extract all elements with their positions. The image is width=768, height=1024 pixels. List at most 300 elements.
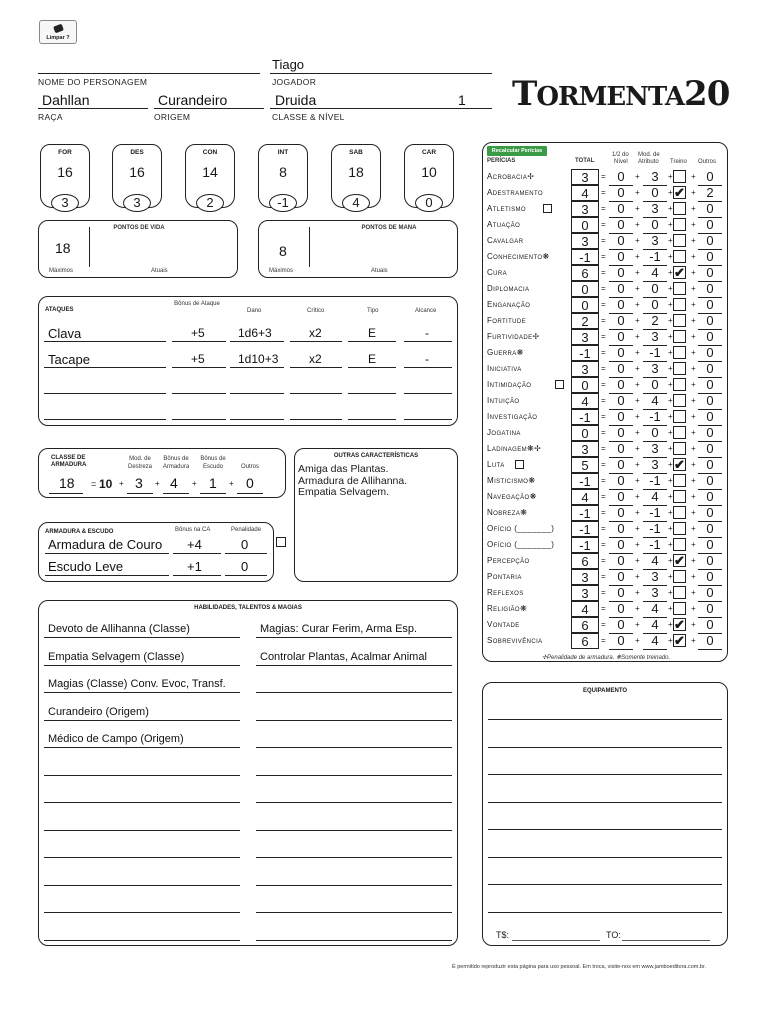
skill-attr-mod[interactable]: 3 [643, 233, 667, 250]
skill-trained-checkbox[interactable] [673, 346, 686, 359]
skill-half-level[interactable]: 0 [609, 233, 633, 250]
other-traits-box: OUTRAS CARACTERÍSTICAS Amiga das Plantas. Armadura de Allihanna. Empatia Selvagem. [294, 448, 458, 582]
skill-total[interactable]: 3 [571, 441, 599, 457]
skill-other[interactable]: 0 [698, 409, 722, 426]
skill-attr-mod[interactable]: 3 [643, 361, 667, 378]
skill-total[interactable]: -1 [571, 345, 599, 361]
skill-half-level[interactable]: 0 [609, 361, 633, 378]
skill-total[interactable]: -1 [571, 473, 599, 489]
skill-trained-checkbox[interactable] [673, 586, 686, 599]
skill-other[interactable]: 0 [698, 249, 722, 266]
ac-total[interactable]: 18 [59, 475, 75, 491]
ability-line-right [256, 802, 452, 803]
race-value[interactable]: Dahllan [42, 92, 90, 108]
skill-name: Enganação [487, 300, 531, 309]
skill-trained-checkbox[interactable] [673, 314, 686, 327]
ac-armor[interactable]: 4 [170, 475, 178, 491]
skill-trained-checkbox[interactable]: ✔ [674, 617, 685, 632]
skill-half-level[interactable]: 0 [609, 521, 633, 538]
attack-field-line [348, 341, 396, 342]
skill-total[interactable]: -1 [571, 409, 599, 425]
skill-half-level[interactable]: 0 [609, 425, 633, 442]
range-header: Alcance [415, 308, 437, 314]
skill-attr-mod[interactable]: 0 [643, 185, 667, 202]
skill-trained-checkbox[interactable] [673, 394, 686, 407]
skill-half-level[interactable]: 0 [609, 489, 633, 506]
skill-trained-checkbox[interactable]: ✔ [674, 633, 685, 648]
class-line [270, 108, 492, 109]
shield-penalty[interactable]: 0 [241, 559, 249, 574]
skill-row: Conhecimento❋ -1 = 0 + -1 + + 0 [487, 249, 727, 265]
skill-total[interactable]: 0 [571, 297, 599, 313]
hp-box [38, 220, 238, 278]
skill-other[interactable]: 0 [698, 201, 722, 218]
skill-total[interactable]: 4 [571, 489, 599, 505]
skill-half-level[interactable]: 0 [609, 201, 633, 218]
skill-trained-checkbox[interactable] [673, 442, 686, 455]
skill-other[interactable]: 0 [698, 633, 722, 650]
race-line [38, 108, 148, 109]
skill-row: Atletismo 3 = 0 + 3 + + 0 [487, 201, 727, 217]
attack-field-line [348, 419, 396, 420]
skill-other[interactable]: 0 [698, 265, 722, 282]
equipment-line[interactable] [488, 774, 722, 775]
ability-line-right [256, 940, 452, 941]
skill-trained-checkbox[interactable]: ✔ [674, 265, 685, 280]
skill-armor-checkbox[interactable] [543, 204, 552, 213]
skill-attr-mod[interactable]: 4 [643, 393, 667, 410]
ts-field[interactable] [512, 940, 600, 941]
skill-trained-checkbox[interactable]: ✔ [674, 457, 685, 472]
skill-row: Misticismo❋ -1 = 0 + -1 + + 0 [487, 473, 727, 489]
skill-attr-mod[interactable]: -1 [643, 521, 667, 538]
skill-attr-mod[interactable]: 4 [643, 489, 667, 506]
attack-field-line [230, 367, 284, 368]
skill-other[interactable]: 0 [698, 505, 722, 522]
skill-row: Sobrevivência 6 = 0 + 4 + ✔ + 0 [487, 633, 727, 649]
attack-field-line [290, 341, 342, 342]
ability-entry[interactable]: Curandeiro (Origem) [48, 705, 149, 718]
skill-name: Atletismo [487, 204, 526, 213]
skill-attr-mod[interactable]: 4 [643, 265, 667, 282]
skill-half-level[interactable]: 0 [609, 345, 633, 362]
skill-total[interactable]: 3 [571, 569, 599, 585]
skill-trained-checkbox[interactable] [673, 234, 686, 247]
skill-other[interactable]: 0 [698, 393, 722, 410]
skill-trained-checkbox[interactable] [673, 202, 686, 215]
equipment-line[interactable] [488, 802, 722, 803]
armor-penalty-checkbox[interactable] [276, 537, 286, 547]
skill-other[interactable]: 0 [698, 345, 722, 362]
skill-other[interactable]: 0 [698, 377, 722, 394]
skill-name: Pontaria [487, 572, 522, 581]
skill-trained-checkbox[interactable] [673, 426, 686, 439]
skill-attr-mod[interactable]: 3 [643, 169, 667, 186]
attack-damage[interactable]: 1d10+3 [238, 352, 279, 366]
footer-note: É permitido reproduzir esta página para uso pessoal. Em troca, visite-nos em www.jamboeditora.com.br. [452, 964, 707, 970]
trait-line: Empatia Selvagem. [298, 486, 390, 498]
skill-trained-checkbox[interactable]: ✔ [674, 185, 685, 200]
skill-name: Investigação [487, 412, 538, 421]
equipment-line[interactable] [488, 912, 722, 913]
equipment-line[interactable] [488, 857, 722, 858]
skill-attr-mod[interactable]: 0 [643, 297, 667, 314]
skill-other[interactable]: 0 [698, 473, 722, 490]
ability-entry[interactable]: Magias: Curar Ferim, Arma Esp. [260, 623, 418, 635]
skill-total[interactable]: 3 [571, 361, 599, 377]
attribute-score[interactable]: 8 [279, 164, 287, 180]
attribute-score[interactable]: 10 [421, 164, 437, 180]
skill-name: Diplomacia [487, 284, 530, 293]
skill-half-level[interactable]: 0 [609, 473, 633, 490]
skill-total[interactable]: 3 [571, 233, 599, 249]
attack-field-line [230, 419, 284, 420]
player-label: JOGADOR [272, 77, 317, 87]
skill-attr-mod[interactable]: -1 [643, 409, 667, 426]
skill-trained-checkbox[interactable] [673, 602, 686, 615]
skill-name: Percepção [487, 556, 530, 565]
skill-total[interactable]: 6 [571, 633, 599, 649]
skill-attr-mod[interactable]: 0 [643, 425, 667, 442]
skill-total[interactable]: 2 [571, 313, 599, 329]
skill-total[interactable]: 6 [571, 265, 599, 281]
ability-entry[interactable]: Magias (Classe) Conv. Evoc, Transf. [48, 678, 226, 690]
skill-attr-mod[interactable]: 3 [643, 441, 667, 458]
attack-field-line [172, 367, 226, 368]
skill-total[interactable]: -1 [571, 537, 599, 553]
skill-other[interactable]: 0 [698, 425, 722, 442]
attribute-score[interactable]: 16 [57, 164, 73, 180]
skill-other[interactable]: 0 [698, 281, 722, 298]
attack-damage[interactable]: 1d6+3 [238, 326, 272, 340]
skill-total[interactable]: 4 [571, 601, 599, 617]
ability-line-left [44, 802, 240, 803]
skill-half-level[interactable]: 0 [609, 169, 633, 186]
skill-other[interactable]: 0 [698, 569, 722, 586]
skill-half-level[interactable]: 0 [609, 505, 633, 522]
attribute-score[interactable]: 18 [348, 164, 364, 180]
skill-total[interactable]: 3 [571, 169, 599, 185]
ability-entry[interactable]: Devoto de Allihanna (Classe) [48, 623, 190, 635]
skill-other[interactable]: 2 [698, 185, 722, 202]
attribute-name: CON [202, 149, 218, 156]
attribute-score[interactable]: 16 [129, 164, 145, 180]
equipment-line[interactable] [488, 747, 722, 748]
skill-other[interactable]: 0 [698, 585, 722, 602]
skill-trained-checkbox[interactable] [673, 282, 686, 295]
character-name-label: NOME DO PERSONAGEM [38, 77, 148, 87]
attack-type[interactable]: E [368, 352, 377, 366]
attribute-modifier[interactable]: 3 [123, 194, 151, 212]
skill-row: Religião❋ 4 = 0 + 4 + + 0 [487, 601, 727, 617]
attribute-score[interactable]: 14 [202, 164, 218, 180]
skill-attr-mod[interactable]: 4 [643, 633, 667, 650]
attribute-name: FOR [58, 149, 72, 156]
skill-row: Intuição 4 = 0 + 4 + + 0 [487, 393, 727, 409]
equipment-line[interactable] [488, 884, 722, 885]
attack-field-line [230, 393, 284, 394]
skill-half-level[interactable]: 0 [609, 441, 633, 458]
class-value[interactable]: Druida [275, 92, 317, 108]
skill-attr-mod[interactable]: 4 [643, 553, 667, 570]
origin-line [154, 108, 264, 109]
armor-shield-box: ARMADURA & ESCUDO Bônus na CA Penalidade Armadura de Couro +4 0 Escudo Leve +1 0 [38, 522, 274, 582]
skill-half-level[interactable]: 0 [609, 569, 633, 586]
player-value[interactable]: Tiago [272, 57, 305, 72]
attribute-modifier[interactable]: 0 [415, 194, 443, 212]
attack-name[interactable]: Clava [48, 326, 82, 341]
skill-total[interactable]: 5 [571, 457, 599, 473]
skill-half-level[interactable]: 0 [609, 409, 633, 426]
skill-total[interactable]: 0 [571, 217, 599, 233]
skill-other[interactable]: 0 [698, 553, 722, 570]
attack-field-line [290, 393, 342, 394]
skill-other[interactable]: 0 [698, 297, 722, 314]
skill-attr-mod[interactable]: 0 [643, 377, 667, 394]
origin-value[interactable]: Curandeiro [158, 92, 228, 108]
skill-half-level[interactable]: 0 [609, 633, 633, 650]
skill-trained-checkbox[interactable] [673, 378, 686, 391]
hp-max[interactable]: 18 [55, 240, 71, 256]
skill-attr-mod[interactable]: -1 [643, 249, 667, 266]
attack-bonus[interactable]: +5 [191, 352, 205, 366]
skill-other[interactable]: 0 [698, 329, 722, 346]
skill-name: Sobrevivência [487, 636, 543, 645]
ability-line-right [256, 775, 452, 776]
ability-line-left [44, 720, 240, 721]
skill-row: Navegação❋ 4 = 0 + 4 + + 0 [487, 489, 727, 505]
skill-total[interactable]: 6 [571, 553, 599, 569]
to-field[interactable] [622, 940, 710, 941]
skill-total[interactable]: -1 [571, 505, 599, 521]
skill-half-level[interactable]: 0 [609, 457, 633, 474]
skill-attr-mod[interactable]: 3 [643, 457, 667, 474]
skill-total[interactable]: 3 [571, 201, 599, 217]
attribute-modifier[interactable]: -1 [269, 194, 297, 212]
skill-trained-checkbox[interactable] [673, 330, 686, 343]
level-value[interactable]: 1 [458, 92, 466, 108]
tormenta20-logo: TORMENTA20 [512, 74, 730, 114]
skill-total[interactable]: 0 [571, 377, 599, 393]
skill-name: Intuição [487, 396, 520, 405]
equipment-line[interactable] [488, 829, 722, 830]
skill-trained-checkbox[interactable] [673, 250, 686, 263]
skill-attr-mod[interactable]: 3 [643, 201, 667, 218]
skill-row: Adestramento 4 = 0 + 0 + ✔ + 2 [487, 185, 727, 201]
mp-max[interactable]: 8 [279, 243, 287, 259]
skill-name: Adestramento [487, 188, 544, 197]
skill-name: Misticismo❋ [487, 476, 536, 485]
ac-others[interactable]: 0 [246, 475, 254, 491]
skill-total[interactable]: 6 [571, 617, 599, 633]
skill-other[interactable]: 0 [698, 521, 722, 538]
skill-total[interactable]: 3 [571, 585, 599, 601]
attacks-title: ATAQUES [45, 307, 74, 313]
ts-label: T$: [496, 930, 510, 940]
skill-half-level[interactable]: 0 [609, 537, 633, 554]
attribute-name: INT [277, 149, 289, 156]
skill-attr-mod[interactable]: -1 [643, 505, 667, 522]
character-name-line[interactable] [38, 73, 260, 74]
skill-other[interactable]: 0 [698, 537, 722, 554]
skill-other[interactable]: 0 [698, 233, 722, 250]
class-label: CLASSE & NÍVEL [272, 112, 345, 122]
attack-field-line [172, 419, 226, 420]
shield-bonus[interactable]: +1 [187, 559, 202, 574]
skill-row: Guerra❋ -1 = 0 + -1 + + 0 [487, 345, 727, 361]
ability-line-left [44, 885, 240, 886]
attack-crit[interactable]: x2 [309, 326, 322, 340]
ability-entry[interactable]: Empatia Selvagem (Classe) [48, 650, 185, 663]
skill-trained-checkbox[interactable] [673, 570, 686, 583]
other-traits-text[interactable] [298, 464, 407, 499]
skill-total[interactable]: 0 [571, 425, 599, 441]
skill-half-level[interactable]: 0 [609, 617, 633, 634]
skill-half-level[interactable]: 0 [609, 393, 633, 410]
skill-half-level[interactable]: 0 [609, 313, 633, 330]
skill-trained-checkbox[interactable]: ✔ [674, 553, 685, 568]
ability-line-left [44, 857, 240, 858]
skill-half-level[interactable]: 0 [609, 185, 633, 202]
shield-name[interactable]: Escudo Leve [48, 559, 124, 574]
skill-name: Luta [487, 460, 505, 469]
skill-trained-checkbox[interactable] [673, 170, 686, 183]
recalc-skills-button[interactable]: Recalcular Perícias [487, 146, 547, 156]
skill-attr-mod[interactable]: 3 [643, 569, 667, 586]
attack-field-line [44, 341, 166, 342]
skill-trained-checkbox[interactable] [673, 410, 686, 423]
attribute-modifier[interactable]: 2 [196, 194, 224, 212]
armor-bonus[interactable]: +4 [187, 537, 202, 552]
skill-attr-mod[interactable]: 4 [643, 601, 667, 618]
skill-half-level[interactable]: 0 [609, 217, 633, 234]
skill-attr-mod[interactable]: -1 [643, 473, 667, 490]
ac-base: 10 [99, 477, 113, 491]
skill-row: Diplomacia 0 = 0 + 0 + + 0 [487, 281, 727, 297]
skill-other[interactable]: 0 [698, 457, 722, 474]
skill-total[interactable]: -1 [571, 249, 599, 265]
skill-row: Intimidação 0 = 0 + 0 + + 0 [487, 377, 727, 393]
clear-button[interactable]: Limpar ? [39, 20, 77, 44]
skill-attr-mod[interactable]: 2 [643, 313, 667, 330]
attack-field-line [290, 367, 342, 368]
skill-trained-checkbox[interactable] [673, 490, 686, 503]
skill-trained-checkbox[interactable] [673, 218, 686, 231]
skill-attr-mod[interactable]: -1 [643, 345, 667, 362]
skill-attr-mod[interactable]: 3 [643, 329, 667, 346]
skill-attr-mod[interactable]: 0 [643, 281, 667, 298]
mp-max-label: Máximos [269, 268, 294, 274]
ability-entry[interactable]: Controlar Plantas, Acalmar Animal [260, 650, 427, 663]
skill-attr-mod[interactable]: 4 [643, 617, 667, 634]
skill-trained-checkbox[interactable] [673, 538, 686, 551]
skill-total[interactable]: 4 [571, 393, 599, 409]
skill-row: Luta 5 = 0 + 3 + ✔ + 0 [487, 457, 727, 473]
skill-other[interactable]: 0 [698, 617, 722, 634]
ac-dex[interactable]: 3 [135, 475, 143, 491]
skill-attr-mod[interactable]: -1 [643, 537, 667, 554]
skill-name: Navegação❋ [487, 492, 537, 501]
ac-shield[interactable]: 1 [209, 475, 217, 491]
skill-total[interactable]: 4 [571, 185, 599, 201]
attack-name[interactable]: Tacape [48, 352, 90, 367]
origin-label: ORIGEM [154, 112, 191, 122]
skill-half-level[interactable]: 0 [609, 553, 633, 570]
hp-current-label: Atuais [151, 268, 168, 274]
skill-half-level[interactable]: 0 [609, 281, 633, 298]
skill-row: Pontaria 3 = 0 + 3 + + 0 [487, 569, 727, 585]
attribute-modifier[interactable]: 4 [342, 194, 370, 212]
skill-trained-checkbox[interactable] [673, 474, 686, 487]
skill-half-level[interactable]: 0 [609, 601, 633, 618]
attack-range[interactable]: - [425, 352, 429, 366]
skill-total[interactable]: 0 [571, 281, 599, 297]
skill-other[interactable]: 0 [698, 169, 722, 186]
skill-total[interactable]: 3 [571, 329, 599, 345]
attack-field-line [290, 419, 342, 420]
attack-field-line [172, 393, 226, 394]
damage-header: Dano [247, 308, 262, 314]
skill-row: Jogatina 0 = 0 + 0 + + 0 [487, 425, 727, 441]
skill-half-level[interactable]: 0 [609, 265, 633, 282]
abilities-box: HABILIDADES, TALENTOS & MAGIAS [38, 600, 458, 946]
skill-armor-checkbox[interactable] [515, 460, 524, 469]
skill-trained-checkbox[interactable] [673, 506, 686, 519]
attack-bonus[interactable]: +5 [191, 326, 205, 340]
skill-half-level[interactable]: 0 [609, 585, 633, 602]
mp-box [258, 220, 458, 278]
ability-line-right [256, 747, 452, 748]
armor-penalty[interactable]: 0 [241, 537, 249, 552]
skill-half-level[interactable]: 0 [609, 377, 633, 394]
attack-type[interactable]: E [368, 326, 377, 340]
ability-line-left [44, 665, 240, 666]
skill-row: Ladinagem❋✢ 3 = 0 + 3 + + 0 [487, 441, 727, 457]
attribute-modifier[interactable]: 3 [51, 194, 79, 212]
skill-other[interactable]: 0 [698, 361, 722, 378]
skill-trained-checkbox[interactable] [673, 298, 686, 311]
skill-half-level[interactable]: 0 [609, 297, 633, 314]
type-header: Tipo [367, 308, 379, 314]
skill-other[interactable]: 0 [698, 489, 722, 506]
skill-name: Vontade [487, 620, 520, 629]
to-label: TO: [606, 930, 621, 940]
attack-range[interactable]: - [425, 326, 429, 340]
skill-name: Cavalgar [487, 236, 524, 245]
skill-other[interactable]: 0 [698, 313, 722, 330]
ability-line-right [256, 885, 452, 886]
skill-attr-mod[interactable]: 0 [643, 217, 667, 234]
ability-entry[interactable]: Médico de Campo (Origem) [48, 733, 184, 745]
skill-trained-checkbox[interactable] [673, 362, 686, 375]
skill-row: Ofício (_______) -1 = 0 + -1 + + 0 [487, 521, 727, 537]
skill-attr-mod[interactable]: 3 [643, 585, 667, 602]
armor-name[interactable]: Armadura de Couro [48, 537, 163, 552]
skill-half-level[interactable]: 0 [609, 329, 633, 346]
skill-total[interactable]: -1 [571, 521, 599, 537]
ability-line-right [256, 665, 452, 666]
skill-trained-checkbox[interactable] [673, 522, 686, 535]
skill-half-level[interactable]: 0 [609, 249, 633, 266]
attack-crit[interactable]: x2 [309, 352, 322, 366]
equipment-line[interactable] [488, 719, 722, 720]
skill-other[interactable]: 0 [698, 217, 722, 234]
skill-armor-checkbox[interactable] [555, 380, 564, 389]
skill-name: Ladinagem❋✢ [487, 444, 542, 453]
skill-other[interactable]: 0 [698, 601, 722, 618]
skill-other[interactable]: 0 [698, 441, 722, 458]
skill-name: Cura [487, 268, 508, 277]
